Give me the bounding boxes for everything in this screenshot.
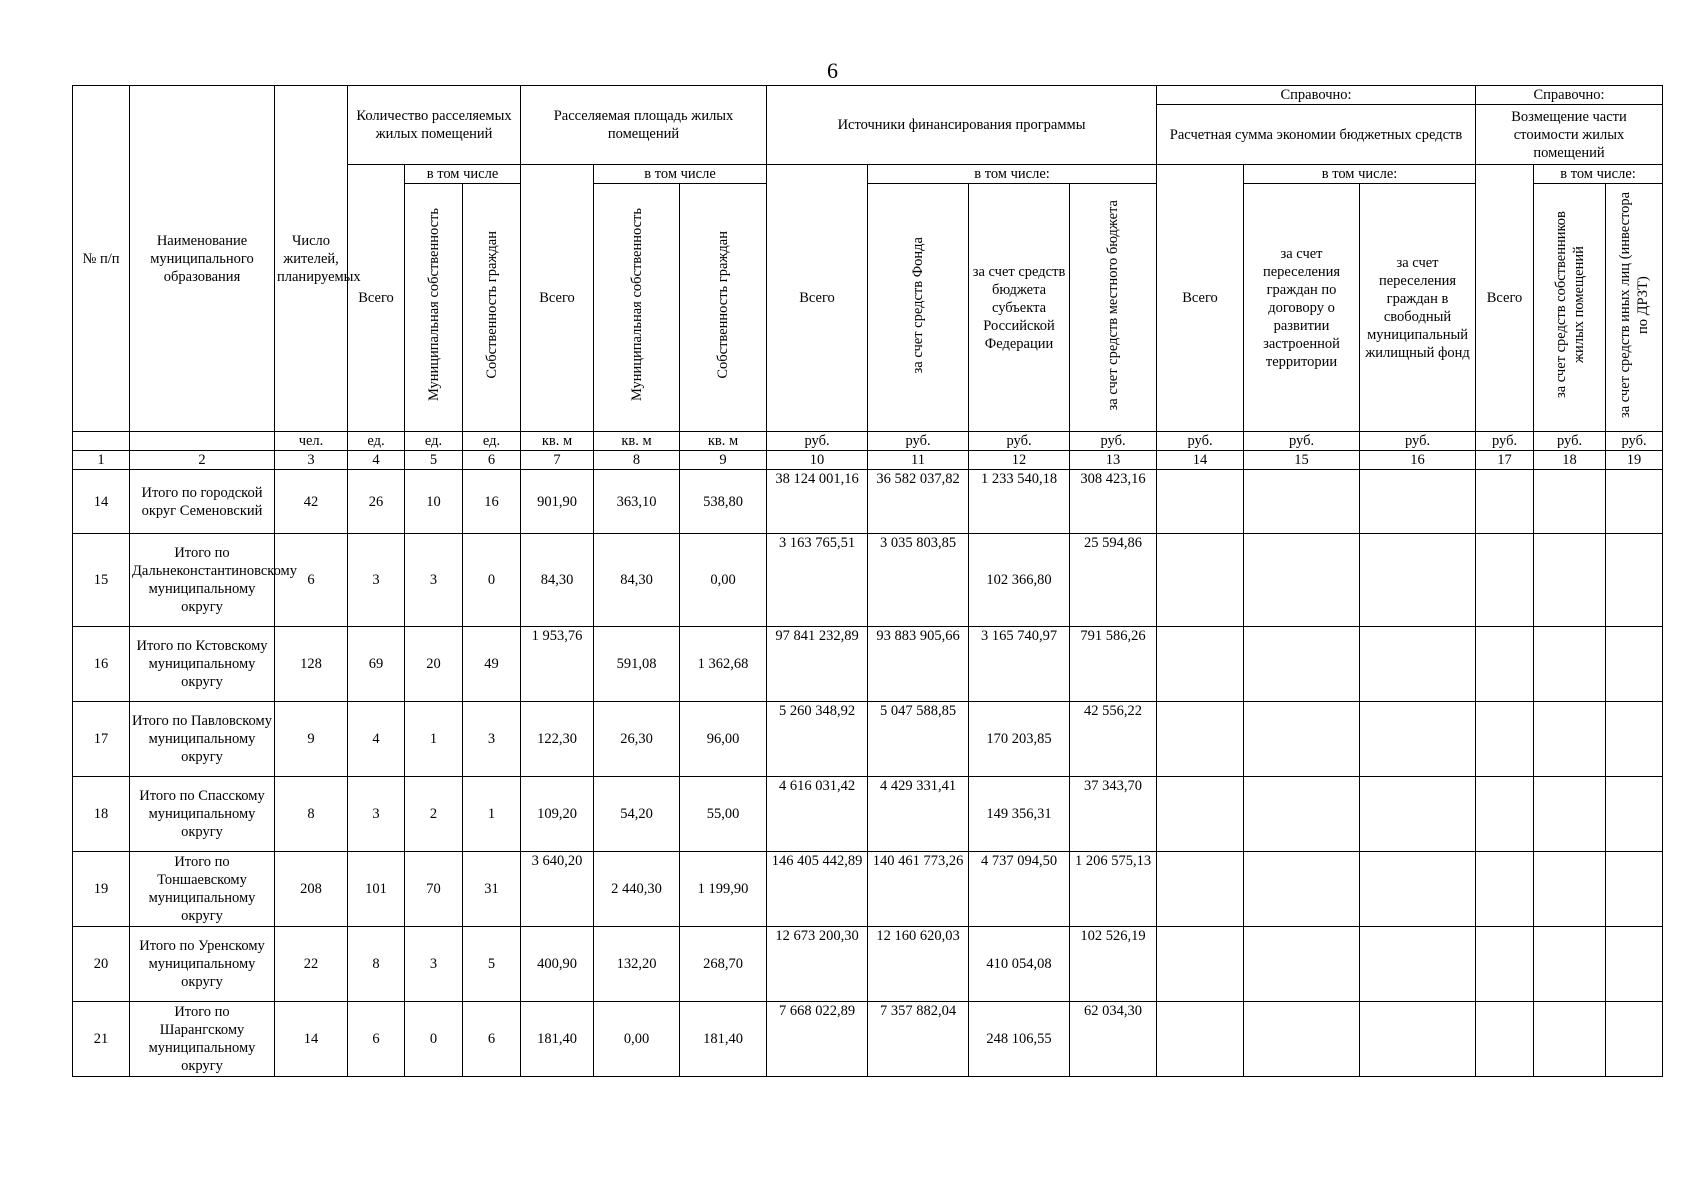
- unit-cell: ед.: [463, 432, 521, 451]
- cell-count-total: 101: [348, 852, 405, 927]
- cell-fin-fund: 140 461 773,26: [868, 852, 969, 927]
- unit-cell: руб.: [767, 432, 868, 451]
- header-ref2: Справочно:: [1476, 86, 1663, 105]
- column-number: 11: [868, 451, 969, 470]
- column-number: 2: [130, 451, 275, 470]
- cell-count-cit: 3: [463, 702, 521, 777]
- empty-cell: [1360, 852, 1476, 927]
- empty-cell: [1157, 470, 1244, 534]
- cell-count-cit: 31: [463, 852, 521, 927]
- cell-fin-subject: 1 233 540,18: [969, 470, 1070, 534]
- cell-area-total: 84,30: [521, 534, 594, 627]
- table-row: [73, 627, 1663, 702]
- empty-cell: [1157, 702, 1244, 777]
- empty-cell: [1606, 534, 1663, 627]
- column-number: 7: [521, 451, 594, 470]
- empty-cell: [1534, 470, 1606, 534]
- header-comp-total: Всего: [1476, 165, 1534, 432]
- header-savings-group: Расчетная сумма экономии бюджетных средств: [1157, 105, 1476, 165]
- cell-num: 19: [73, 852, 130, 927]
- empty-cell: [1534, 927, 1606, 1002]
- column-number: 13: [1070, 451, 1157, 470]
- header-count-including: в том числе: [405, 165, 521, 184]
- empty-cell: [1534, 777, 1606, 852]
- empty-cell: [1606, 470, 1663, 534]
- cell-fin-local: 37 343,70: [1070, 777, 1157, 852]
- unit-cell: [73, 432, 130, 451]
- cell-area-cit: 1 362,68: [680, 627, 767, 702]
- column-number: 10: [767, 451, 868, 470]
- header-savings-free: за счет переселения граждан в свободный муниципальный жилищный фонд: [1360, 184, 1476, 432]
- header-fin-fund: за счет средств Фонда: [868, 184, 969, 432]
- header-savings-including: в том числе:: [1244, 165, 1476, 184]
- cell-fin-subject: 102 366,80: [969, 534, 1070, 627]
- empty-cell: [1360, 470, 1476, 534]
- unit-cell: руб.: [1360, 432, 1476, 451]
- cell-fin-fund: 36 582 037,82: [868, 470, 969, 534]
- cell-num: 20: [73, 927, 130, 1002]
- cell-num: 15: [73, 534, 130, 627]
- empty-cell: [1534, 852, 1606, 927]
- cell-fin-subject: 170 203,85: [969, 702, 1070, 777]
- cell-area-total: 901,90: [521, 470, 594, 534]
- cell-area-cit: 1 199,90: [680, 852, 767, 927]
- empty-cell: [1476, 852, 1534, 927]
- empty-cell: [1244, 627, 1360, 702]
- cell-fin-local: 102 526,19: [1070, 927, 1157, 1002]
- cell-count-cit: 49: [463, 627, 521, 702]
- cell-residents: 6: [275, 534, 348, 627]
- cell-fin-total: 38 124 001,16: [767, 470, 868, 534]
- cell-name: Итого по Уренскому муниципальному округу: [130, 927, 275, 1002]
- cell-fin-local: 308 423,16: [1070, 470, 1157, 534]
- cell-count-mun: 10: [405, 470, 463, 534]
- empty-cell: [1360, 534, 1476, 627]
- cell-area-mun: 0,00: [594, 1002, 680, 1077]
- cell-fin-total: 97 841 232,89: [767, 627, 868, 702]
- empty-cell: [1157, 1002, 1244, 1077]
- empty-cell: [1157, 852, 1244, 927]
- empty-cell: [1244, 777, 1360, 852]
- page-number: 6: [827, 58, 838, 83]
- empty-cell: [1157, 927, 1244, 1002]
- cell-num: 18: [73, 777, 130, 852]
- cell-num: 16: [73, 627, 130, 702]
- cell-area-cit: 55,00: [680, 777, 767, 852]
- cell-fin-fund: 12 160 620,03: [868, 927, 969, 1002]
- cell-area-mun: 54,20: [594, 777, 680, 852]
- empty-cell: [1244, 1002, 1360, 1077]
- unit-cell: руб.: [969, 432, 1070, 451]
- cell-area-total: 181,40: [521, 1002, 594, 1077]
- cell-num: 14: [73, 470, 130, 534]
- column-number: 9: [680, 451, 767, 470]
- unit-cell: чел.: [275, 432, 348, 451]
- cell-count-total: 4: [348, 702, 405, 777]
- unit-cell: руб.: [1244, 432, 1360, 451]
- column-number: 19: [1606, 451, 1663, 470]
- column-number: 6: [463, 451, 521, 470]
- header-savings-total: Всего: [1157, 165, 1244, 432]
- unit-cell: руб.: [1606, 432, 1663, 451]
- cell-name: Итого по Павловскому муниципальному округу: [130, 702, 275, 777]
- cell-residents: 208: [275, 852, 348, 927]
- cell-fin-total: 5 260 348,92: [767, 702, 868, 777]
- table-row: [73, 927, 1663, 1002]
- cell-area-total: 109,20: [521, 777, 594, 852]
- cell-fin-local: 25 594,86: [1070, 534, 1157, 627]
- empty-cell: [1606, 777, 1663, 852]
- empty-cell: [1476, 470, 1534, 534]
- header-area-including: в том числе: [594, 165, 767, 184]
- cell-area-mun: 2 440,30: [594, 852, 680, 927]
- cell-area-cit: 181,40: [680, 1002, 767, 1077]
- unit-cell: ед.: [405, 432, 463, 451]
- cell-num: 21: [73, 1002, 130, 1077]
- cell-fin-total: 3 163 765,51: [767, 534, 868, 627]
- cell-count-total: 3: [348, 777, 405, 852]
- cell-name: Итого по Спасскому муниципальному округу: [130, 777, 275, 852]
- column-number: 12: [969, 451, 1070, 470]
- cell-count-mun: 1: [405, 702, 463, 777]
- empty-cell: [1606, 927, 1663, 1002]
- empty-cell: [1244, 702, 1360, 777]
- cell-fin-subject: 248 106,55: [969, 1002, 1070, 1077]
- header-savings-contract: за счет переселения граждан по договору о развитии застроенной территории: [1244, 184, 1360, 432]
- column-number: 16: [1360, 451, 1476, 470]
- cell-residents: 9: [275, 702, 348, 777]
- empty-cell: [1476, 1002, 1534, 1077]
- column-number: 18: [1534, 451, 1606, 470]
- cell-num: 17: [73, 702, 130, 777]
- unit-cell: руб.: [868, 432, 969, 451]
- empty-cell: [1244, 534, 1360, 627]
- header-comp-others: за счет средств иных лиц (инвестора по ДРЗТ): [1606, 184, 1663, 432]
- column-number: 3: [275, 451, 348, 470]
- unit-cell: ед.: [348, 432, 405, 451]
- empty-cell: [1360, 627, 1476, 702]
- cell-count-cit: 6: [463, 1002, 521, 1077]
- header-count-group: Количество расселяемых жилых помещений: [348, 86, 521, 165]
- cell-count-total: 3: [348, 534, 405, 627]
- cell-residents: 42: [275, 470, 348, 534]
- empty-cell: [1476, 627, 1534, 702]
- column-number: 5: [405, 451, 463, 470]
- cell-area-cit: 0,00: [680, 534, 767, 627]
- unit-cell: кв. м: [680, 432, 767, 451]
- empty-cell: [1360, 702, 1476, 777]
- table-row: [73, 534, 1663, 627]
- cell-area-mun: 132,20: [594, 927, 680, 1002]
- unit-cell: руб.: [1534, 432, 1606, 451]
- column-number: 1: [73, 451, 130, 470]
- cell-area-total: 3 640,20: [521, 852, 594, 927]
- unit-cell: руб.: [1157, 432, 1244, 451]
- cell-count-mun: 3: [405, 534, 463, 627]
- cell-residents: 22: [275, 927, 348, 1002]
- header-fin-subject: за счет средств бюджета субъекта Российской Федерации: [969, 184, 1070, 432]
- header-residents: Число жителей, планируемых: [275, 86, 348, 432]
- empty-cell: [1534, 534, 1606, 627]
- cell-area-cit: 96,00: [680, 702, 767, 777]
- cell-fin-total: 12 673 200,30: [767, 927, 868, 1002]
- cell-fin-fund: 93 883 905,66: [868, 627, 969, 702]
- unit-cell: руб.: [1070, 432, 1157, 451]
- cell-fin-total: 146 405 442,89: [767, 852, 868, 927]
- header-compensation-group: Возмещение части стоимости жилых помещений: [1476, 105, 1663, 165]
- empty-cell: [1534, 1002, 1606, 1077]
- header-fin-including: в том числе:: [868, 165, 1157, 184]
- cell-fin-subject: 3 165 740,97: [969, 627, 1070, 702]
- units-row: [73, 432, 1663, 451]
- table-row: [73, 852, 1663, 927]
- empty-cell: [1360, 927, 1476, 1002]
- unit-cell: [130, 432, 275, 451]
- header-ref1: Справочно:: [1157, 86, 1476, 105]
- cell-count-mun: 20: [405, 627, 463, 702]
- empty-cell: [1360, 777, 1476, 852]
- cell-fin-fund: 3 035 803,85: [868, 534, 969, 627]
- empty-cell: [1606, 852, 1663, 927]
- header-num: № п/п: [73, 86, 130, 432]
- empty-cell: [1606, 627, 1663, 702]
- cell-area-total: 122,30: [521, 702, 594, 777]
- header-area-group: Расселяемая площадь жилых помещений: [521, 86, 767, 165]
- table-row: [73, 1002, 1663, 1077]
- cell-area-mun: 591,08: [594, 627, 680, 702]
- empty-cell: [1476, 702, 1534, 777]
- header-comp-including: в том числе:: [1534, 165, 1663, 184]
- cell-count-mun: 70: [405, 852, 463, 927]
- empty-cell: [1476, 777, 1534, 852]
- header-area-total: Всего: [521, 165, 594, 432]
- empty-cell: [1476, 927, 1534, 1002]
- cell-count-cit: 16: [463, 470, 521, 534]
- empty-cell: [1157, 627, 1244, 702]
- cell-area-cit: 268,70: [680, 927, 767, 1002]
- cell-count-total: 8: [348, 927, 405, 1002]
- table-row: [73, 702, 1663, 777]
- cell-count-total: 6: [348, 1002, 405, 1077]
- header-area-municipal: Муниципальная собственность: [594, 184, 680, 432]
- cell-fin-total: 7 668 022,89: [767, 1002, 868, 1077]
- cell-fin-subject: 4 737 094,50: [969, 852, 1070, 927]
- empty-cell: [1244, 852, 1360, 927]
- cell-fin-fund: 7 357 882,04: [868, 1002, 969, 1077]
- unit-cell: кв. м: [594, 432, 680, 451]
- cell-name: Итого по Тоншаевскому муниципальному округу: [130, 852, 275, 927]
- column-number: 15: [1244, 451, 1360, 470]
- header-fin-local: за счет средств местного бюджета: [1070, 184, 1157, 432]
- cell-fin-subject: 410 054,08: [969, 927, 1070, 1002]
- resettlement-table: [72, 85, 1663, 1077]
- unit-cell: руб.: [1476, 432, 1534, 451]
- cell-area-mun: 26,30: [594, 702, 680, 777]
- cell-area-total: 1 953,76: [521, 627, 594, 702]
- header-comp-owners: за счет средств собственников жилых помещений: [1534, 184, 1606, 432]
- empty-cell: [1534, 702, 1606, 777]
- cell-count-cit: 5: [463, 927, 521, 1002]
- cell-residents: 8: [275, 777, 348, 852]
- cell-fin-local: 791 586,26: [1070, 627, 1157, 702]
- header-count-citizens: Собственность граждан: [463, 184, 521, 432]
- header-count-municipal: Муниципальная собственность: [405, 184, 463, 432]
- cell-count-total: 26: [348, 470, 405, 534]
- empty-cell: [1534, 627, 1606, 702]
- cell-name: Итого по Кстовскому муниципальному округу: [130, 627, 275, 702]
- cell-name: Итого по Дальнеконстантиновскому муниципальному округу: [130, 534, 275, 627]
- cell-count-total: 69: [348, 627, 405, 702]
- empty-cell: [1244, 927, 1360, 1002]
- cell-residents: 128: [275, 627, 348, 702]
- empty-cell: [1157, 777, 1244, 852]
- column-index-row: [73, 451, 1663, 470]
- empty-cell: [1476, 534, 1534, 627]
- cell-count-mun: 0: [405, 1002, 463, 1077]
- cell-fin-total: 4 616 031,42: [767, 777, 868, 852]
- cell-fin-subject: 149 356,31: [969, 777, 1070, 852]
- cell-area-mun: 84,30: [594, 534, 680, 627]
- cell-area-cit: 538,80: [680, 470, 767, 534]
- cell-count-mun: 2: [405, 777, 463, 852]
- empty-cell: [1157, 534, 1244, 627]
- empty-cell: [1244, 470, 1360, 534]
- column-number: 17: [1476, 451, 1534, 470]
- header-fin-total: Всего: [767, 165, 868, 432]
- cell-fin-local: 62 034,30: [1070, 1002, 1157, 1077]
- column-number: 14: [1157, 451, 1244, 470]
- cell-area-mun: 363,10: [594, 470, 680, 534]
- empty-cell: [1606, 702, 1663, 777]
- table-row: [73, 470, 1663, 534]
- cell-residents: 14: [275, 1002, 348, 1077]
- cell-count-mun: 3: [405, 927, 463, 1002]
- header-name: Наименование муниципального образования: [130, 86, 275, 432]
- header-count-total: Всего: [348, 165, 405, 432]
- cell-fin-local: 42 556,22: [1070, 702, 1157, 777]
- column-number: 8: [594, 451, 680, 470]
- column-number: 4: [348, 451, 405, 470]
- empty-cell: [1360, 1002, 1476, 1077]
- cell-name: Итого по Шарангскому муниципальному округу: [130, 1002, 275, 1077]
- unit-cell: кв. м: [521, 432, 594, 451]
- cell-count-cit: 1: [463, 777, 521, 852]
- cell-fin-fund: 4 429 331,41: [868, 777, 969, 852]
- cell-count-cit: 0: [463, 534, 521, 627]
- header-area-citizens: Собственность граждан: [680, 184, 767, 432]
- empty-cell: [1606, 1002, 1663, 1077]
- cell-fin-local: 1 206 575,13: [1070, 852, 1157, 927]
- cell-fin-fund: 5 047 588,85: [868, 702, 969, 777]
- table-row: [73, 777, 1663, 852]
- cell-area-total: 400,90: [521, 927, 594, 1002]
- header-finance-group: Источники финансирования программы: [767, 86, 1157, 165]
- cell-name: Итого по городской округ Семеновский: [130, 470, 275, 534]
